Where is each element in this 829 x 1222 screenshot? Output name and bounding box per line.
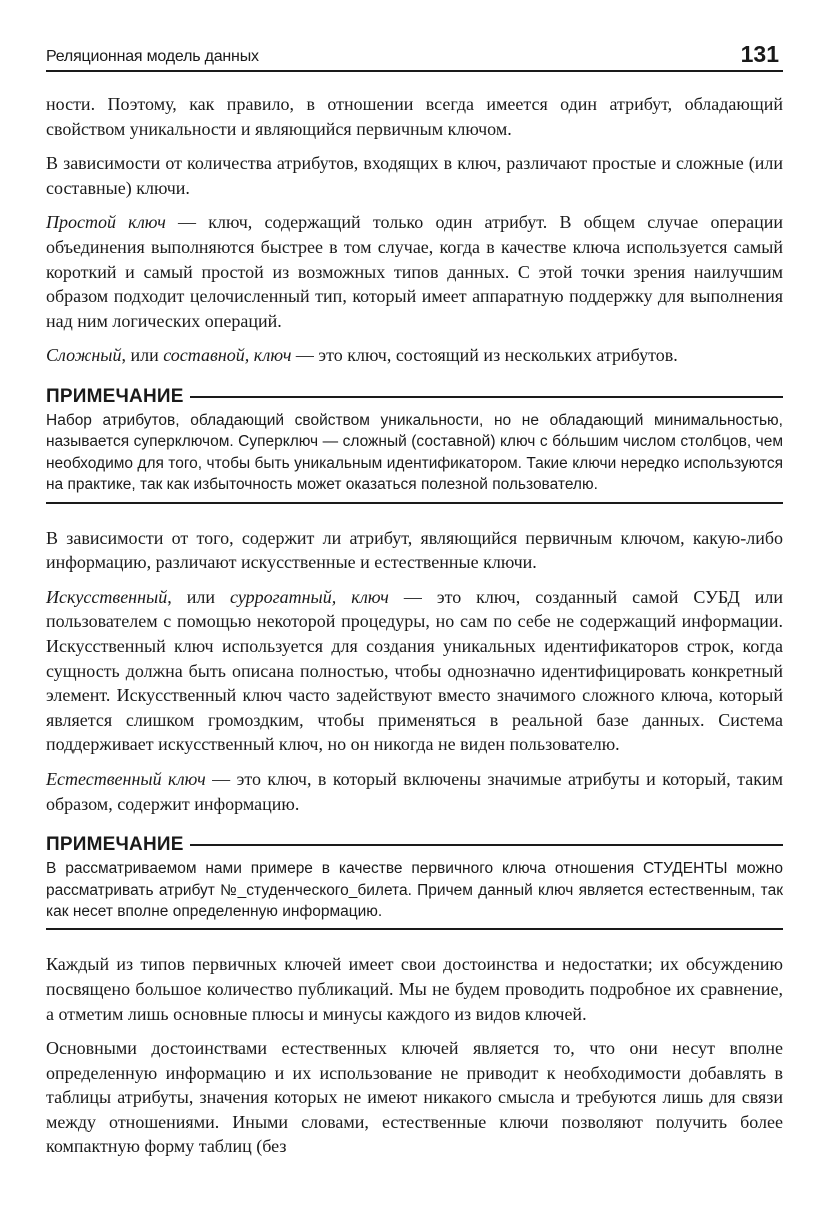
term-simple-key: Простой ключ: [46, 212, 166, 233]
paragraph-text: , или: [121, 345, 164, 366]
note-block: [46, 386, 783, 504]
paragraph-simple-key: [46, 210, 783, 333]
note-header: [46, 386, 783, 408]
running-header: [46, 36, 783, 72]
note-text: Набор атрибутов, обладающий свойством уникальности, но не обладающий минимальностью, называется суперключом. Суперключ — сложный (составной) ключ с бóльшим числом столбцов, чем необходимо для того, чтобы быть уникальным идентификатором. Такие ключи нередко используются на практике, так как избыточность может оказаться полезной пользователю.: [46, 411, 783, 494]
paragraph-text: — ключ, содержащий только один атрибут. В общем случае операции объединения выполняются быстрее в том случае, когда в качестве ключа используется самый короткий и самый простой из возможных типов данных. С этой точки зрения наилучшим образом подходит целочисленный тип, который имеет аппаратную поддержку для выполнения над ним логических операций.: [46, 212, 783, 331]
paragraph-text: — это ключ, созданный самой СУБД или пользователем с помощью некоторой процедуры, но сам по себе не содержащий информации. Искусственный ключ используется для создания уникальных идентификаторов строк, когда сущность должна быть описана полностью, чтобы однозначно идентифицировать конкретный элемент. Искусственный ключ часто задействуют вместо значимого сложного ключа, который является слишком громоздким, чтобы применяться в реальной базе данных. Система поддерживает искусственный ключ, но он никогда не виден пользователю.: [46, 586, 783, 755]
paragraph-text: — это ключ, в который включены значимые атрибуты и который, таким образом, содержит информацию.: [46, 768, 784, 814]
term-composite-key: составной, ключ: [163, 345, 292, 366]
note-header: [46, 834, 783, 856]
page-number: 131: [740, 41, 779, 67]
paragraph: В зависимости от количества атрибутов, входящих в ключ, различают простые и сложные (или составные) ключи.: [46, 153, 783, 198]
term-natural-key: Естественный ключ: [46, 768, 206, 789]
running-title: Реляционная модель данных: [46, 48, 259, 65]
note-text: В рассматриваемом нами примере в качестве первичного ключа отношения СТУДЕНТЫ можно рассматривать атрибут №_студенческого_билета. Причем данный ключ является естественным, так как несет вполне определенную информацию.: [46, 860, 783, 920]
term-complex: Сложный: [46, 345, 122, 366]
note-title: ПРИМЕЧАНИЕ: [46, 385, 184, 407]
term-surrogate-key: суррогатный, ключ: [229, 586, 389, 607]
note-block: [46, 834, 783, 930]
term-artificial: Искусственный: [46, 586, 168, 607]
note-title: ПРИМЕЧАНИЕ: [46, 834, 184, 856]
paragraph-text: — это ключ, состоящий из нескольких атрибутов.: [291, 345, 678, 366]
note-rule: [190, 396, 783, 398]
paragraph-surrogate-key: [46, 585, 783, 757]
paragraph-text: , или: [167, 586, 230, 607]
paragraph: Каждый из типов первичных ключей имеет свои достоинства и недостатки; их обсуждению посвящено большое количество публикаций. Мы не будем проводить подробное их сравнение, а отметим лишь основные плюсы и минусы каждого из видов ключей.: [46, 954, 783, 1024]
page-body: [46, 92, 783, 1169]
paragraph: В зависимости от того, содержит ли атрибут, являющийся первичным ключом, какую-либо информацию, различают искусственные и естественные ключи.: [46, 527, 783, 573]
paragraph-composite-key: [46, 343, 783, 368]
paragraph: Основными достоинствами естественных ключей является то, что они несут вполне определенную информацию и их использование не приводит к необходимости добавлять в таблицы атрибуты, значения которых не имеют никакого смысла и требуются лишь для связи между отношениями. Иными словами, естественные ключи позволяют получить более компактную форму таблиц (без: [46, 1038, 783, 1157]
note-rule: [190, 844, 783, 846]
paragraph: ности. Поэтому, как правило, в отношении всегда имеется один атрибут, обладающий свойством уникальности и являющийся первичным ключом.: [46, 94, 783, 139]
paragraph-natural-key: [46, 767, 783, 816]
